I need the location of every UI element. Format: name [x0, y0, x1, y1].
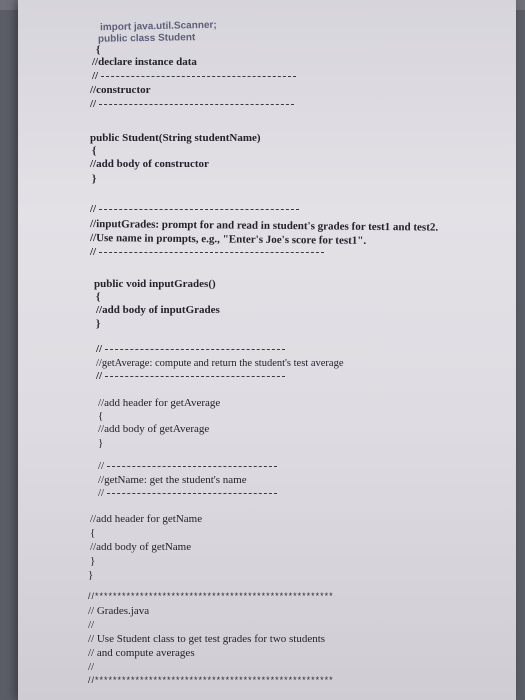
comment-instance-data: //declare instance data — [92, 56, 197, 68]
open-brace: { — [90, 527, 96, 539]
comment-divider: // — [90, 246, 324, 259]
comment-divider: // — [96, 343, 285, 356]
comment-get-name-header: //add header for getName — [90, 513, 203, 525]
comment-divider: // — [96, 370, 285, 383]
constructor-header: public Student(String studentName) — [90, 132, 261, 144]
comment-input-grades: //inputGrades: prompt for and read in student's grades for test1 and test2. — [89, 218, 439, 234]
comment-divider: // — [98, 487, 277, 500]
close-brace: } — [92, 173, 97, 185]
comment-divider: // — [90, 98, 294, 111]
comment-get-average: //getAverage: compute and return the student's test average — [96, 358, 344, 369]
comment-get-name: //getName: get the student's name — [98, 474, 247, 486]
comment-divider: // — [92, 70, 296, 83]
comment-constructor-body: //add body of constructor — [90, 158, 209, 170]
comment-divider: // — [98, 460, 277, 473]
comment-use-student-class: // Use Student class to get test grades for two students — [88, 633, 326, 645]
class-open-brace: { — [96, 44, 101, 56]
comment-blank: // — [88, 661, 95, 673]
comment-get-name-body: //add body of getName — [90, 541, 192, 553]
comment-divider: // — [90, 203, 299, 216]
comment-get-average-header: //add header for getAverage — [98, 397, 221, 409]
comment-use-name: //Use name in prompts, e.g., "Enter's Joe's score for test1". — [89, 232, 367, 247]
comment-get-average-body: //add body of getAverage — [98, 423, 210, 435]
document-page — [18, 0, 516, 700]
comment-compute-averages: // and compute averages — [88, 647, 195, 659]
banner-border: //***************************************************** — [88, 675, 334, 685]
close-brace: } — [98, 437, 104, 449]
comment-input-grades-body: //add body of inputGrades — [96, 304, 220, 316]
close-brace: } — [96, 318, 101, 330]
open-brace: { — [96, 291, 101, 303]
class-close-brace: } — [88, 569, 94, 581]
class-declaration: public class Student — [97, 32, 196, 45]
banner-border: //***************************************************** — [88, 591, 334, 601]
comment-grades-java: // Grades.java — [88, 605, 150, 617]
close-brace: } — [90, 555, 96, 567]
comment-blank: // — [88, 619, 95, 631]
input-grades-header: public void inputGrades() — [94, 278, 216, 290]
open-brace: { — [92, 145, 97, 157]
comment-constructor: //constructor — [90, 84, 151, 96]
open-brace: { — [98, 410, 104, 422]
import-line: import java.util.Scanner; — [99, 19, 217, 34]
